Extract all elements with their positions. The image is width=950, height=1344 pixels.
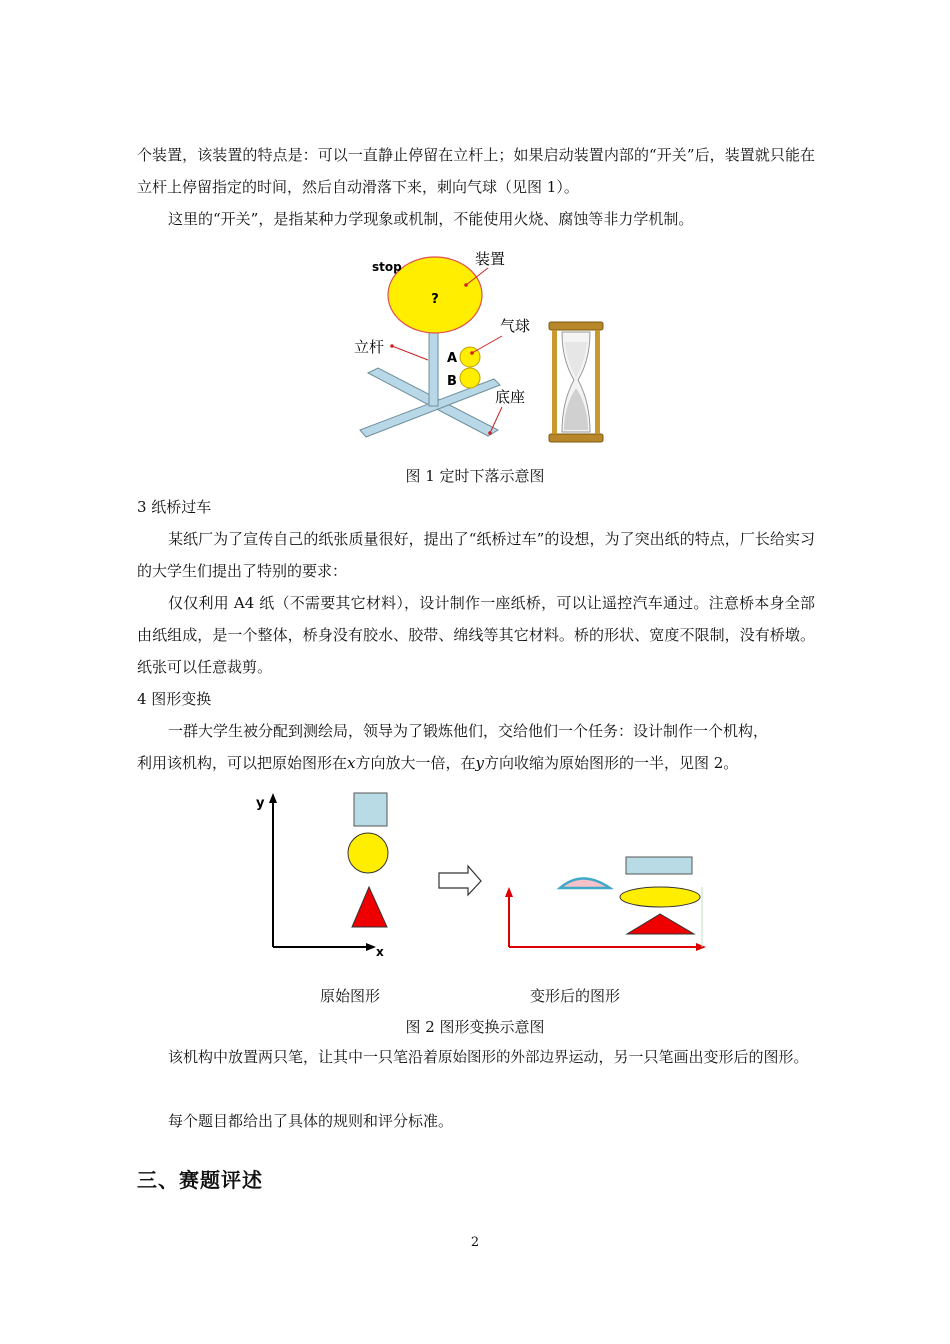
figure-1-timed-drop-diagram bbox=[350, 240, 610, 450]
hourglass-icon bbox=[549, 322, 603, 442]
figure-2-caption: 图 2 图形变换示意图 bbox=[405, 1018, 545, 1036]
transformed-ellipse bbox=[620, 887, 700, 907]
paragraph-transform-intro: 一群大学生被分配到测绘局，领导为了锻炼他们，交给他们一个任务：设计制作一个机构， bbox=[168, 722, 769, 740]
section-heading: 三、赛题评述 bbox=[137, 1168, 263, 1192]
transformed-arc bbox=[560, 879, 610, 889]
paragraph-rules-note: 每个题目都给出了具体的规则和评分标准。 bbox=[168, 1112, 454, 1130]
original-triangle bbox=[352, 887, 387, 927]
pole bbox=[429, 328, 438, 406]
section-3-title: 3 纸桥过车 bbox=[137, 498, 212, 516]
balloon-b-label: B bbox=[447, 374, 457, 389]
label-original-figure: 原始图形 bbox=[320, 987, 381, 1005]
section-4-title: 4 图形变换 bbox=[137, 690, 212, 708]
paragraph-paper-bridge-rules: 仅仅利用 A4 纸（不需要其它材料），设计制作一座纸桥，可以让遥控汽车通过。注意桥本身全部由纸组成，是一个整体，桥身没有胶水、胶带、绵线等其它材料。桥的形状、宽度不限制，没有桥墩。纸张可以任意裁剪。 bbox=[137, 594, 815, 676]
transformed-rectangle bbox=[626, 857, 692, 874]
stop-label: stop bbox=[372, 260, 402, 274]
balloon-b bbox=[460, 368, 480, 388]
paragraph-paper-bridge-intro: 某纸厂为了宣传自己的纸张质量很好，提出了“纸桥过车”的设想，为了突出纸的特点，厂长给实习的大学生们提出了特别的要求： bbox=[137, 530, 815, 580]
original-square bbox=[354, 793, 387, 826]
balloon-label: 气球 bbox=[500, 317, 531, 335]
device-question-mark: ? bbox=[431, 292, 439, 307]
figure-2-transform-diagram bbox=[240, 785, 720, 960]
paragraph-pen-mechanism: 该机构中放置两只笔，让其中一只笔沿着原始图形的外部边界运动，另一只笔画出变形后的图形。 bbox=[168, 1048, 809, 1066]
balloon-a-label: A bbox=[447, 351, 458, 366]
paragraph-device-description: 个装置，该装置的特点是：可以一直静止停留在立杆上；如果启动装置内部的“开关”后，装置就只能在立杆上停留指定的时间，然后自动滑落下来，刺向气球（见图 1）。 bbox=[137, 146, 815, 196]
axis-x-label: x bbox=[376, 945, 384, 959]
figure-1-caption: 图 1 定时下落示意图 bbox=[405, 467, 545, 485]
device-label: 装置 bbox=[475, 250, 506, 268]
paragraph-transform-detail: 利用该机构，可以把原始图形在x方向放大一倍，在y方向收缩为原始图形的一半，见图 2。 bbox=[137, 754, 739, 772]
page-number: 2 bbox=[470, 1235, 480, 1250]
paragraph-switch-note: 这里的“开关”，是指某种力学现象或机制，不能使用火烧、腐蚀等非力学机制。 bbox=[168, 210, 694, 228]
base-label: 底座 bbox=[495, 388, 526, 406]
axis-y-label: y bbox=[256, 796, 265, 811]
original-circle bbox=[348, 833, 388, 873]
label-transformed-figure: 变形后的图形 bbox=[530, 987, 621, 1005]
pole-label: 立杆 bbox=[354, 338, 385, 356]
transformed-triangle bbox=[627, 914, 694, 934]
hollow-arrow-icon bbox=[439, 866, 481, 895]
